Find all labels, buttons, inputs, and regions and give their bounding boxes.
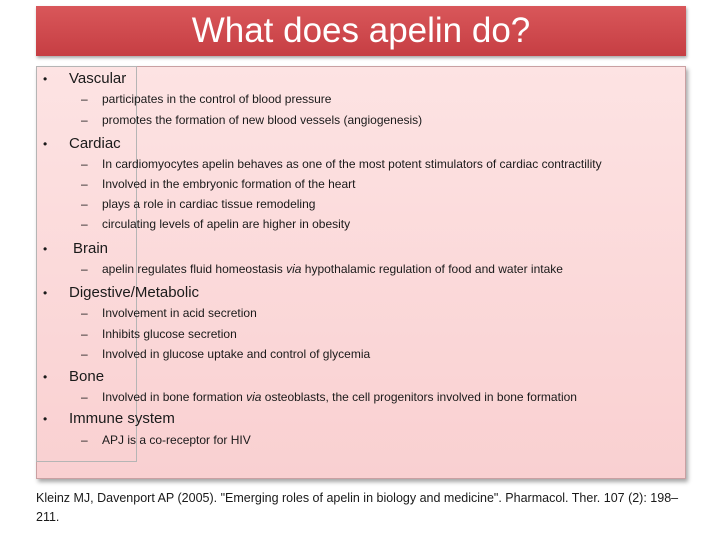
dash-marker: – <box>81 306 88 320</box>
dash-marker: – <box>81 92 88 106</box>
sub-item <box>102 217 350 231</box>
reference-citation: Kleinz MJ, Davenport AP (2005). "Emerging roles of apelin in biology and medicine". Pharmacol. Ther. 107 (2): 198–211. <box>36 491 679 524</box>
dash-marker: – <box>81 197 88 211</box>
sub-item-text: osteoblasts, the cell progenitors involved in bone formation <box>261 390 577 404</box>
dash-marker: – <box>81 177 88 191</box>
sub-item <box>102 113 422 127</box>
bullet-marker: • <box>43 370 48 384</box>
bullet-marker: • <box>43 72 48 86</box>
dash-marker: – <box>81 157 88 171</box>
dash-marker: – <box>81 113 88 127</box>
sub-item-text: Involved in the embryonic formation of the heart <box>102 177 356 191</box>
dash-marker: – <box>81 433 88 447</box>
sub-item <box>102 262 563 276</box>
section-heading: Vascular <box>69 70 127 87</box>
section-heading: Bone <box>69 368 105 385</box>
sub-item <box>102 347 370 361</box>
bullet-marker: • <box>43 412 48 426</box>
dash-marker: – <box>81 327 88 341</box>
sub-item-text: APJ is a co-receptor for HIV <box>102 433 251 447</box>
sub-item-text: Involvement in acid secretion <box>102 306 257 320</box>
sub-item <box>102 157 602 171</box>
section-heading: Cardiac <box>69 135 121 152</box>
sub-item <box>102 92 331 106</box>
sub-item-text: circulating levels of apelin are higher in obesity <box>102 217 351 231</box>
sub-item-text: apelin regulates fluid homeostasis <box>102 262 287 276</box>
sub-item-text: Involved in bone formation <box>102 390 247 404</box>
sub-item-text: hypothalamic regulation of food and water intake <box>301 262 563 276</box>
sub-item-text: Inhibits glucose secretion <box>102 327 237 341</box>
sub-item-text: Involved in glucose uptake and control of glycemia <box>102 347 371 361</box>
bullet-marker: • <box>43 137 48 151</box>
bullet-marker: • <box>43 242 48 256</box>
sub-item <box>102 306 257 320</box>
section-heading: Brain <box>73 240 109 257</box>
section-heading: Immune system <box>69 410 175 427</box>
slide-title-bar <box>36 6 686 56</box>
dash-marker: – <box>81 262 88 276</box>
sub-item-text: participates in the control of blood pressure <box>102 92 332 106</box>
sub-item <box>102 433 251 447</box>
sub-item <box>102 390 577 404</box>
bullet-marker: • <box>43 286 48 300</box>
sub-item-italic: via <box>286 262 302 276</box>
sub-item-text: promotes the formation of new blood vessels (angiogenesis) <box>102 113 423 127</box>
sub-item <box>102 177 355 191</box>
sub-item <box>102 197 315 211</box>
sub-item-text: In cardiomyocytes apelin behaves as one of the most potent stimulators of cardiac contractility <box>102 157 602 171</box>
sub-item <box>102 327 237 341</box>
dash-marker: – <box>81 217 88 231</box>
section-heading: Digestive/Metabolic <box>69 284 200 301</box>
sub-item-text: plays a role in cardiac tissue remodeling <box>102 197 316 211</box>
sub-item-italic: via <box>246 390 262 404</box>
slide-title: What does apelin do? <box>191 11 531 50</box>
dash-marker: – <box>81 347 88 361</box>
dash-marker: – <box>81 390 88 404</box>
